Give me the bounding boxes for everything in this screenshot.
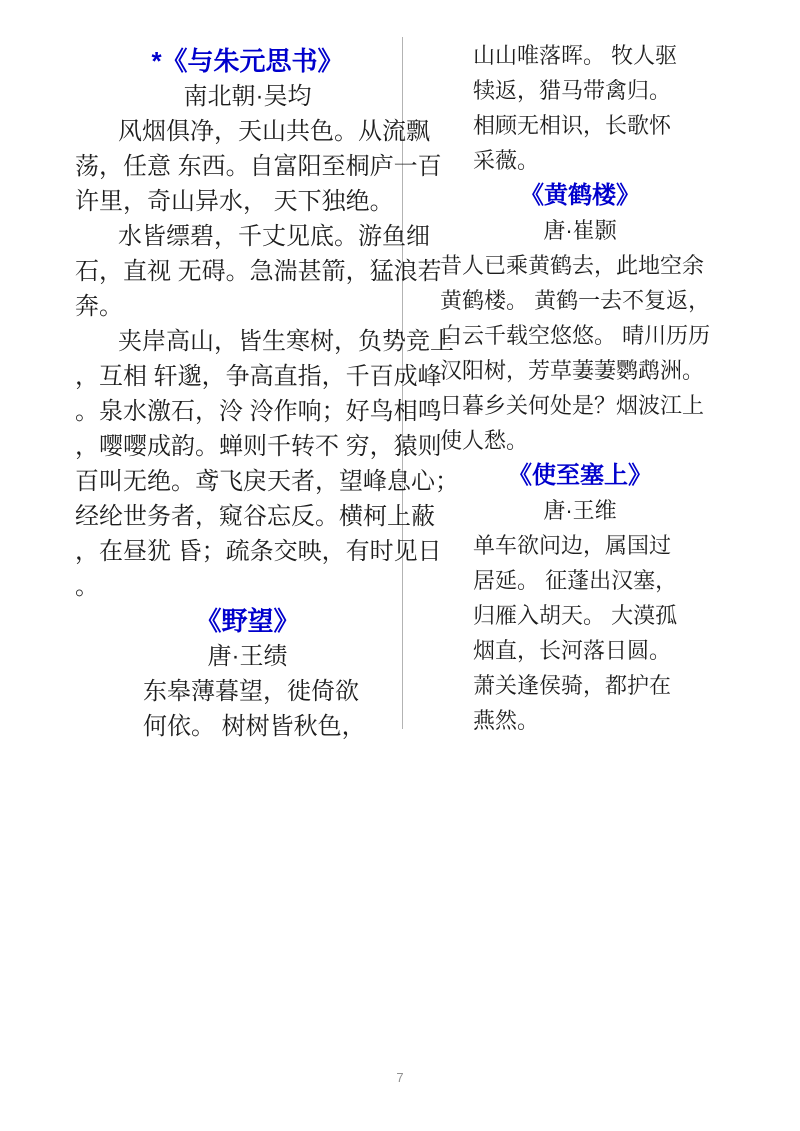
left-column (75, 44, 459, 744)
text-line: 山山唯落晖。 牧人驱 (473, 43, 678, 68)
text-line: 汉阳树，芳草萋萋鹦鹉洲。 (440, 358, 705, 383)
text-line: 归雁入胡天。 大漠孤 (473, 603, 678, 628)
text-line: 夹岸高山，皆生寒树，负势竞上 (118, 328, 454, 355)
text-line: 东皋薄暮望，徙倚欲 (143, 678, 359, 705)
text-line: 单车欲问边，属国过 (473, 533, 672, 558)
text-line: 黄鹤楼。 黄鹤一去不复返， (440, 288, 711, 313)
work4-poem (440, 528, 720, 738)
text-line: 。 (75, 573, 99, 600)
text-line: 风烟俱净，天山共色。从流飘 (118, 118, 430, 145)
work1-paragraph-1 (75, 114, 442, 219)
text-line: 烟直，长河落日圆。 (473, 638, 672, 663)
work1-title: *《与朱元思书》 (151, 46, 344, 76)
text-line: 荡，任意 东西。自富阳至桐庐一百 (75, 153, 442, 180)
text-line: 百叫无绝。鸢飞戾天者，望峰息心； (75, 468, 459, 495)
page-number: 7 (396, 1070, 404, 1085)
text-line: 何依。 树树皆秋色， (143, 713, 366, 740)
right-column (440, 38, 720, 738)
text-line: ，在昼犹 昏；疏条交映，有时见日 (75, 538, 442, 565)
work2-poem-continuation (440, 38, 720, 178)
work1-paragraph-2 (75, 219, 442, 324)
work1-paragraph-3 (75, 324, 459, 604)
text-line: 燕然。 (473, 708, 540, 733)
text-line: 相顾无相识，长歌怀 (473, 113, 672, 138)
work2-poem (75, 674, 420, 744)
text-line: 昔人已乘黄鹤去，此地空余 (440, 253, 705, 278)
work2-author: 唐·王绩 (207, 643, 288, 670)
text-line: ，嘤嘤成韵。蝉则千转不 穷，猿则 (75, 433, 442, 460)
work2-title: 《野望》 (195, 606, 300, 636)
text-line: 采薇。 (473, 148, 540, 173)
text-line: 日暮乡关何处是？烟波江上 (440, 393, 705, 418)
text-line: 许里，奇山异水， 天下独绝。 (75, 188, 394, 215)
text-line: 石，直视 无碍。急湍甚箭，猛浪若 (75, 258, 442, 285)
work3-title: 《黄鹤楼》 (520, 182, 640, 209)
text-line: 使人愁。 (440, 428, 529, 453)
text-line: 萧关逢侯骑，都护在 (473, 673, 672, 698)
work3-author: 唐·崔颢 (543, 218, 617, 243)
text-line: 白云千载空悠悠。 晴川历历 (440, 323, 711, 348)
text-line: 居延。 征蓬出汉塞， (473, 568, 678, 593)
work1-author: 南北朝·吴均 (183, 83, 312, 110)
work4-author: 唐·王维 (543, 498, 617, 523)
text-line: 。泉水激石，泠 泠作响；好鸟相鸣 (75, 398, 442, 425)
text-line: 奔。 (75, 293, 123, 320)
text-line: 犊返，猎马带禽归。 (473, 78, 672, 103)
text-line: 水皆缥碧，千丈见底。游鱼细 (118, 223, 430, 250)
text-line: ，互相 轩邈，争高直指，千百成峰 (75, 363, 442, 390)
work4-title: 《使至塞上》 (508, 462, 652, 489)
text-line: 经纶世务者，窥谷忘反。横柯上蔽 (75, 503, 435, 530)
work3-poem (440, 248, 720, 458)
